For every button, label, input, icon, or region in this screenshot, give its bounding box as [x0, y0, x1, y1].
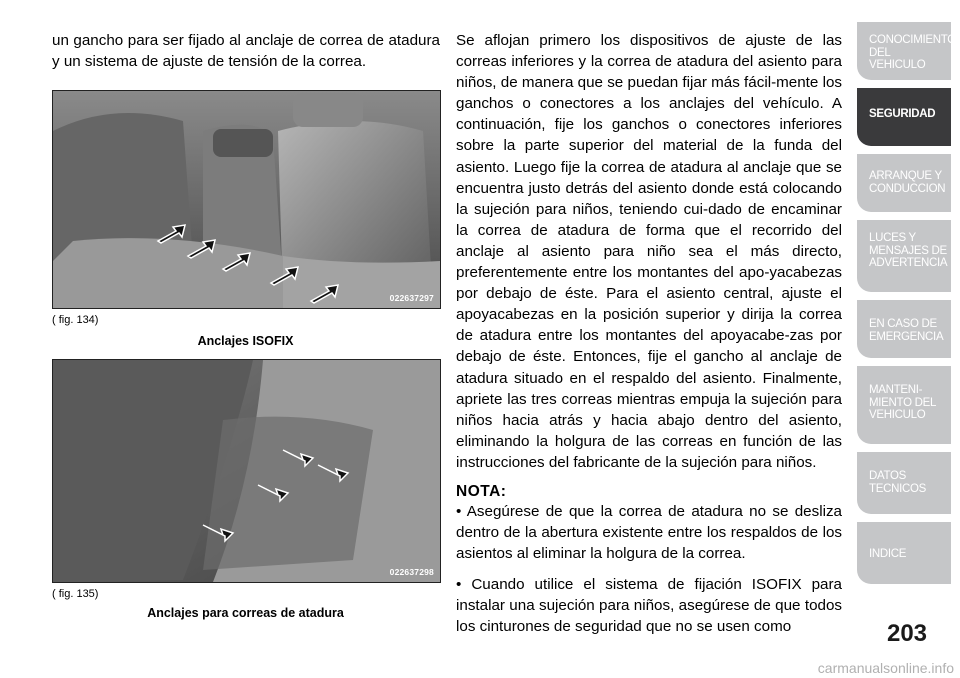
body-paragraph: Se aflojan primero los dispositivos de ajuste de las correas inferiores y la correa de atadura del asiento para niños, de manera que se puedan fijar más fácil-mente los ganchos o conectores a los anclajes del vehículo. A continuación, fije los ganchos o conectores inferiores sobre la parte superior del material de la funda del asiento. Luego fije la correa de atadura al anclaje que se encuentra justo detrás del asiento donde está colocando la sujeción para niños, teniendo cui-dado de encaminar la correa de atadura de forma que el recorrido del anclaje al asiento para niño sea el más directo, preferentemente entre los montantes del apo-yacabezas por debajo de éste. Para el asiento central, ajuste el apoyacabezas en la posición superior y dirija la correa de atadura entre los montantes del apoyacabe-zas por debajo de éste. Entonces, fije el gancho al anclaje de atadura situado en el respaldo del asiento. Finalmente, apriete las tres correas mientras empuja la sujeción para niños hacia atrás y hacia abajo dentro del asiento, eliminando la holgura de las correas en función de las instrucciones del fabricante de la sujeción para niños.: [456, 32, 842, 471]
tab-label: ARRANQUE Y: [869, 170, 942, 182]
tab-emergencia[interactable]: [857, 300, 951, 358]
tab-label: INDICE: [869, 548, 907, 560]
rear-seat-illustration: [53, 91, 440, 308]
figure-caption: Anclajes ISOFIX: [197, 334, 294, 348]
figure-code: 022637298: [389, 567, 434, 577]
figure-caption: Anclajes para correas de atadura: [147, 606, 344, 620]
tab-seguridad[interactable]: [857, 88, 951, 146]
tab-luces[interactable]: [857, 220, 951, 292]
page-number: 203: [886, 620, 928, 647]
figure-tether-anchors: [52, 359, 441, 583]
tab-label: CONDUCCION: [869, 182, 946, 195]
right-column: [456, 30, 842, 648]
tab-label: SEGURIDAD: [869, 108, 936, 120]
tab-indice[interactable]: [857, 522, 951, 584]
tab-label: EMERGENCIA: [869, 330, 944, 343]
note-bullet: • Asegúrese de que la correa de atadura no se desliza dentro de la abertura existente entre los respaldos de los asientos al eliminar la holgura de la correa.: [456, 502, 842, 563]
tab-label: DATOS: [869, 470, 907, 482]
figure-code: 022637297: [389, 293, 434, 303]
note-bullet: • Cuando utilice el sistema de fijación ISOFIX para instalar una sujeción para niños, asegúrese de que todos los cinturones de seguridad que no se usen como: [456, 576, 842, 636]
tab-label: ADVERTENCIA: [869, 257, 948, 269]
figure-reference: ( fig. 135): [52, 588, 99, 600]
chapter-sidebar: [857, 22, 956, 592]
figure-isofix-anchors: [52, 90, 441, 309]
tab-label: TECNICOS: [869, 482, 927, 495]
tab-conocimiento[interactable]: [857, 22, 956, 80]
tab-label: MENSAJES DE: [869, 244, 947, 257]
seat-back-illustration: [53, 360, 440, 582]
watermark: carmanualsonline.info: [817, 660, 954, 676]
tab-label: MANTENI-: [869, 384, 923, 396]
tab-label: LUCES Y: [869, 232, 916, 244]
tab-label: VEHICULO: [869, 409, 926, 421]
tab-arranque[interactable]: [857, 154, 951, 212]
intro-paragraph: un gancho para ser fijado al anclaje de correa de atadura y un sistema de ajuste de tensión de la correa.: [52, 32, 440, 70]
tab-mantenimiento[interactable]: [857, 366, 951, 444]
tab-label: MIENTO DEL: [869, 396, 937, 409]
tab-label: EN CASO DE: [869, 318, 937, 330]
figure-reference: ( fig. 134): [52, 314, 99, 326]
tab-label: CONOCIMIENTO: [869, 34, 956, 46]
left-column: [52, 30, 440, 72]
tab-label: DEL VEHICULO: [869, 46, 926, 71]
tab-datos[interactable]: [857, 452, 951, 514]
note-heading: NOTA:: [456, 482, 507, 500]
